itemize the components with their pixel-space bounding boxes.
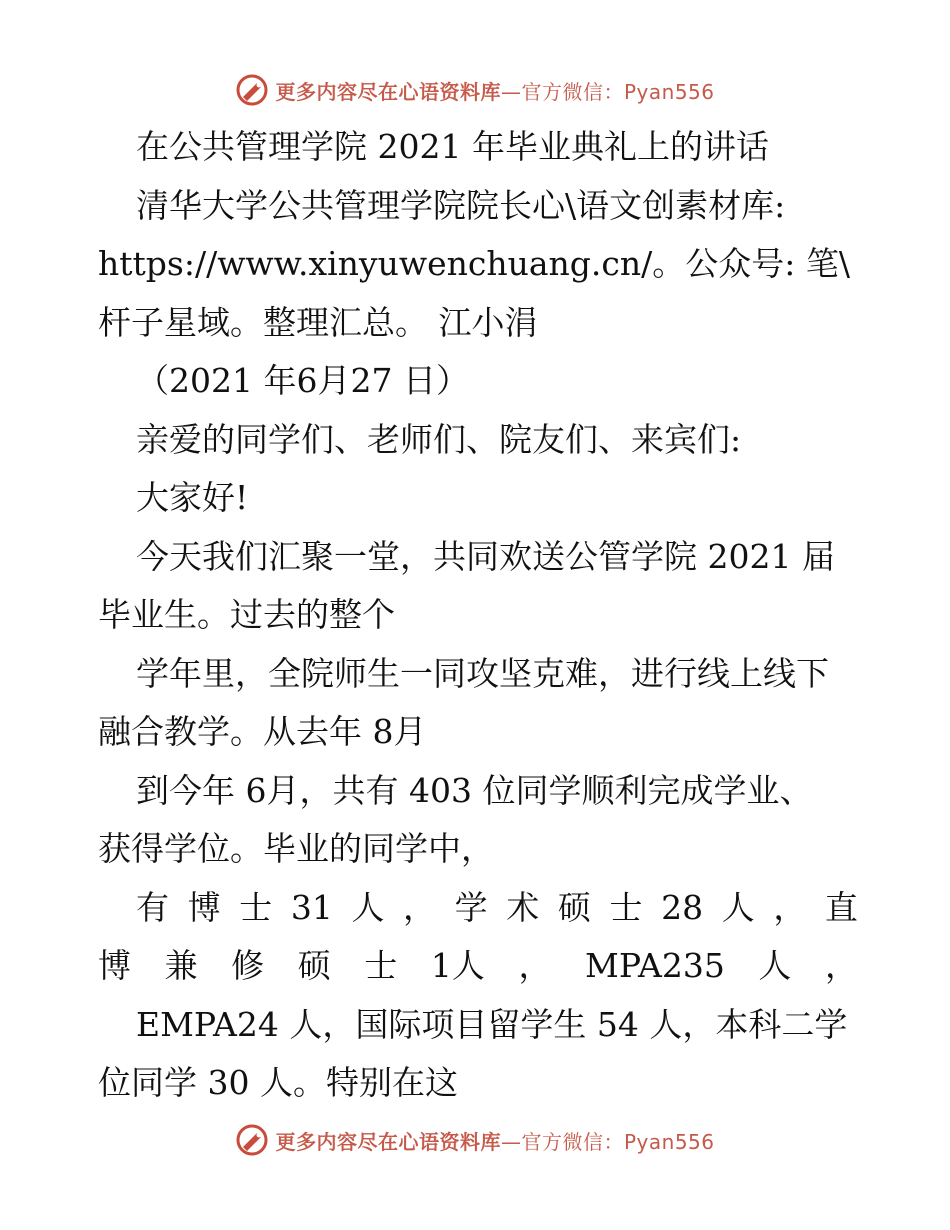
text-token: 人: [351, 887, 385, 927]
text-token: ，: [773, 887, 807, 927]
text-line: （2021 年6月27 日）: [136, 361, 469, 400]
text-line: https://www.xinyuwenchuang.cn/。公众号: 笔\: [98, 244, 850, 283]
text-token: 有: [136, 887, 169, 927]
header-banner: [0, 70, 950, 110]
text-token: 人: [721, 887, 755, 927]
text-token: 人: [758, 946, 792, 985]
text-token: 兼: [164, 946, 198, 985]
text-line: 位同学 30 人。特别在这: [98, 1063, 458, 1102]
text-line: 亲爱的同学们、老师们、院友们、来宾们:: [136, 419, 742, 459]
text-token: 博: [98, 946, 131, 985]
footer-banner: [0, 1120, 950, 1160]
text-token: ，: [403, 887, 437, 927]
document-body: [98, 118, 858, 1113]
text-line: 到今年 6月，共有 403 位同学顺利完成学业、: [136, 770, 813, 810]
text-token: 学: [454, 887, 488, 927]
text-token: 博: [187, 887, 221, 927]
pen-logo-icon: [235, 1123, 269, 1157]
text-token: ，: [825, 946, 858, 985]
text-token: 术: [506, 887, 540, 927]
text-line: 毕业生。过去的整个: [98, 595, 395, 634]
text-token: 修: [231, 946, 265, 985]
text-line: 杆子星域。整理汇总。 江小涓: [98, 302, 538, 342]
banner-text: 更多内容尽在心语资料库—官方微信：Pyan556: [275, 79, 715, 104]
pen-logo-icon: [235, 73, 269, 107]
text-token: 硕: [297, 946, 331, 985]
text-token: 31: [290, 887, 333, 927]
justified-text-line: [98, 879, 858, 938]
text-line: 清华大学公共管理学院院长心\语文创素材库:: [136, 185, 786, 225]
text-token: 士: [239, 887, 273, 927]
text-line: 融合教学。从去年 8月: [98, 712, 427, 751]
text-token: 士: [364, 946, 398, 985]
text-token: 28: [661, 887, 704, 927]
text-token: MPA235: [585, 946, 725, 985]
justified-text-line: [98, 937, 858, 996]
banner-text: 更多内容尽在心语资料库—官方微信：Pyan556: [275, 1129, 715, 1154]
text-token: ，: [518, 946, 552, 985]
text-token: 士: [609, 887, 643, 927]
text-token: 硕: [557, 887, 591, 927]
text-line: 今天我们汇聚一堂，共同欢送公管学院 2021 届: [136, 536, 835, 576]
text-line: 在公共管理学院 2021 年毕业典礼上的讲话: [136, 127, 769, 166]
text-token: 1人: [430, 946, 485, 985]
text-token: 直: [824, 887, 858, 927]
text-line: 大家好!: [136, 478, 249, 517]
text-line: 获得学位。毕业的同学中，: [98, 829, 494, 868]
text-line: 学年里，全院师生一同攻坚克难，进行线上线下: [136, 653, 829, 693]
text-line: EMPA24 人，国际项目留学生 54 人，本科二学: [136, 1004, 848, 1044]
